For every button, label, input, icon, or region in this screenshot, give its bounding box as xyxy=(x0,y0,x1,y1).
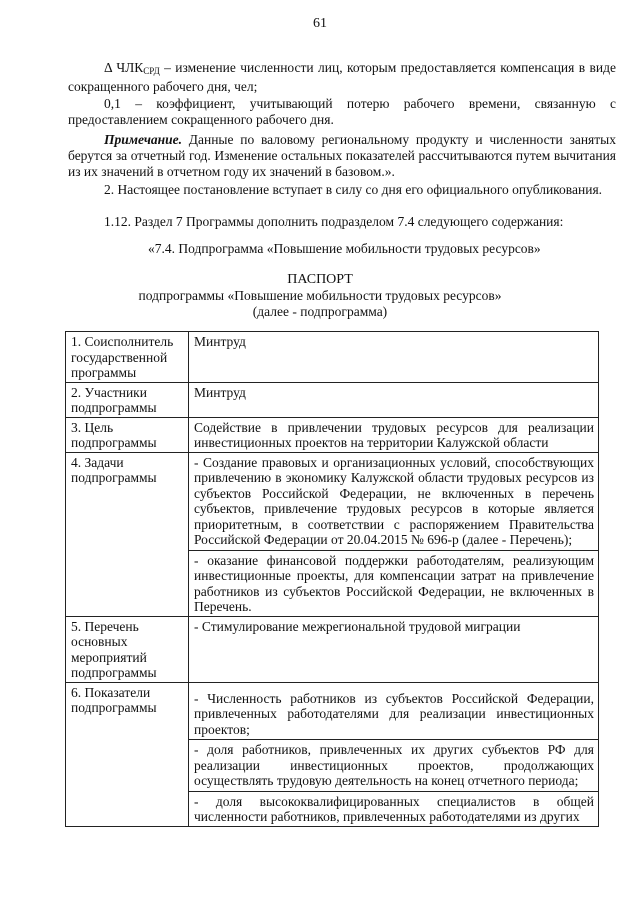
table-row xyxy=(66,452,599,616)
row-value xyxy=(189,452,599,616)
paragraph-delta-definition xyxy=(68,60,616,95)
passport-heading: ПАСПОРТ xyxy=(287,272,353,287)
passport-subheading: подпрограммы «Повышение мобильности трудовых ресурсов» xyxy=(138,288,502,303)
task-item: - оказание финансовой поддержки работодателям, реализующим инвестиционные проекты, для компенсации затрат на привлечение работников из субъектов Российской Федерации, не включенных в Перечень. xyxy=(189,550,598,615)
row-value: Минтруд xyxy=(189,382,599,417)
row-label: 3. Цель подпрограммы xyxy=(66,417,189,452)
delta-symbol: Δ ЧЛК xyxy=(104,60,144,75)
table-row xyxy=(66,382,599,417)
paragraph-note xyxy=(68,132,616,180)
row-value: Минтруд xyxy=(189,332,599,383)
table-row xyxy=(66,616,599,682)
row-value: - Стимулирование межрегиональной трудовой миграции xyxy=(189,616,599,682)
row-label: 5. Перечень основных мероприятий подпрограммы xyxy=(66,616,189,682)
indicator-item: - доля работников, привлеченных их других субъектов РФ для реализации инвестиционных проектов, продолжающих осуществлять трудовую деятельность на конец отчетного периода; xyxy=(189,739,598,789)
indicator-item: - доля высококвалифицированных специалистов в общей численности работников, привлеченных работодателями из других xyxy=(189,791,598,825)
passport-subheading-note: (далее - подпрограмма) xyxy=(252,304,388,319)
section-title: «7.4. Подпрограмма «Повышение мобильности трудовых ресурсов» xyxy=(148,241,541,256)
table-row xyxy=(66,332,599,383)
paragraph-effective-date: 2. Настоящее постановление вступает в силу со дня его официального опубликования. xyxy=(104,182,603,197)
row-value xyxy=(189,682,599,826)
note-text: Данные по валовому региональному продукту и численности занятых берутся за отчетный год. Изменение остальных показателей рассчитываются путем вычитания из их значений в отчетном году их значений в базовом.». xyxy=(68,132,616,179)
passport-table xyxy=(65,331,599,827)
row-label: 2. Участники подпрограммы xyxy=(66,382,189,417)
table-row xyxy=(66,682,599,826)
page-number: 61 xyxy=(313,16,327,31)
task-item: - Создание правовых и организационных условий, способствующих привлечению в экономику Калужской области трудовых ресурсов из субъектов Российской Федерации, не включенных в перечень субъектов, привлечение трудовых ресурсов в которые является приоритетным, в соответствии с распоряжением Правительства Российской Федерации от 20.04.2015 № 696-р (далее - Перечень); xyxy=(194,454,594,547)
paragraph-coefficient: 0,1 – коэффициент, учитывающий потерю рабочего времени, связанную с предоставлением сокращенного рабочего дня. xyxy=(68,96,616,127)
note-label: Примечание. xyxy=(104,132,183,147)
row-value: Содействие в привлечении трудовых ресурсов для реализации инвестиционных проектов на территории Калужской области xyxy=(189,417,599,452)
row-label: 6. Показатели подпрограммы xyxy=(66,682,189,826)
table-row xyxy=(66,417,599,452)
row-label: 1. Соисполнитель государственной программы xyxy=(66,332,189,383)
delta-subscript: СРД xyxy=(143,66,160,76)
row-label: 4. Задачи подпрограммы xyxy=(66,452,189,616)
indicator-item: - Численность работников из субъектов Российской Федерации, привлеченных работодателями для реализации инвестиционных проектов; xyxy=(194,690,594,737)
paragraph-amendment: 1.12. Раздел 7 Программы дополнить подразделом 7.4 следующего содержания: xyxy=(104,214,564,229)
delta-text: – изменение численности лиц, которым предоставляется компенсация в виде сокращенного рабочего дня, чел; xyxy=(68,60,616,94)
